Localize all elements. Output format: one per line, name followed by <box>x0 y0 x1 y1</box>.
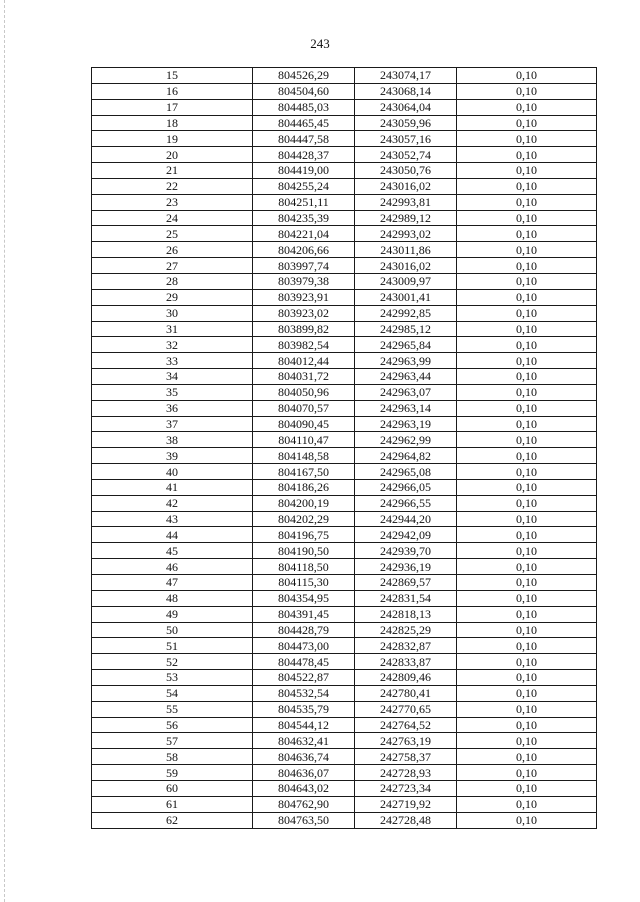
accuracy-cell: 0,10 <box>457 258 597 274</box>
table-row <box>92 654 597 670</box>
y-coordinate-cell: 242809,46 <box>355 670 457 686</box>
accuracy-cell: 0,10 <box>457 305 597 321</box>
point-number-cell: 42 <box>92 495 253 511</box>
y-coordinate-cell: 243068,14 <box>355 83 457 99</box>
point-number-cell: 58 <box>92 749 253 765</box>
table-row <box>92 701 597 717</box>
y-coordinate-cell: 242728,48 <box>355 812 457 828</box>
table-row <box>92 448 597 464</box>
point-number-cell: 40 <box>92 464 253 480</box>
x-coordinate-cell: 804070,57 <box>253 400 355 416</box>
x-coordinate-cell: 804255,24 <box>253 178 355 194</box>
accuracy-cell: 0,10 <box>457 369 597 385</box>
point-number-cell: 49 <box>92 606 253 622</box>
table-row <box>92 812 597 828</box>
point-number-cell: 17 <box>92 99 253 115</box>
page-number: 243 <box>310 36 330 51</box>
table-row <box>92 495 597 511</box>
point-number-cell: 31 <box>92 321 253 337</box>
accuracy-cell: 0,10 <box>457 606 597 622</box>
y-coordinate-cell: 242992,85 <box>355 305 457 321</box>
x-coordinate-cell: 804050,96 <box>253 384 355 400</box>
table-row <box>92 337 597 353</box>
x-coordinate-cell: 804118,50 <box>253 559 355 575</box>
y-coordinate-cell: 242965,08 <box>355 464 457 480</box>
table-row <box>92 670 597 686</box>
x-coordinate-cell: 804643,02 <box>253 780 355 796</box>
point-number-cell: 51 <box>92 638 253 654</box>
y-coordinate-cell: 242763,19 <box>355 733 457 749</box>
table-row <box>92 163 597 179</box>
point-number-cell: 46 <box>92 559 253 575</box>
point-number-cell: 48 <box>92 590 253 606</box>
y-coordinate-cell: 242939,70 <box>355 543 457 559</box>
x-coordinate-cell: 804465,45 <box>253 115 355 131</box>
table-row <box>92 115 597 131</box>
x-coordinate-cell: 804167,50 <box>253 464 355 480</box>
accuracy-cell: 0,10 <box>457 812 597 828</box>
point-number-cell: 56 <box>92 717 253 733</box>
point-number-cell: 34 <box>92 369 253 385</box>
accuracy-cell: 0,10 <box>457 543 597 559</box>
x-coordinate-cell: 804478,45 <box>253 654 355 670</box>
point-number-cell: 24 <box>92 210 253 226</box>
table-row <box>92 321 597 337</box>
table-row <box>92 273 597 289</box>
x-coordinate-cell: 804763,50 <box>253 812 355 828</box>
point-number-cell: 20 <box>92 147 253 163</box>
accuracy-cell: 0,10 <box>457 194 597 210</box>
accuracy-cell: 0,10 <box>457 511 597 527</box>
x-coordinate-cell: 804206,66 <box>253 242 355 258</box>
point-number-cell: 35 <box>92 384 253 400</box>
y-coordinate-cell: 242832,87 <box>355 638 457 654</box>
accuracy-cell: 0,10 <box>457 289 597 305</box>
x-coordinate-cell: 804762,90 <box>253 796 355 812</box>
accuracy-cell: 0,10 <box>457 432 597 448</box>
accuracy-cell: 0,10 <box>457 163 597 179</box>
table-row <box>92 432 597 448</box>
y-coordinate-cell: 243016,02 <box>355 178 457 194</box>
point-number-cell: 23 <box>92 194 253 210</box>
y-coordinate-cell: 242964,82 <box>355 448 457 464</box>
point-number-cell: 28 <box>92 273 253 289</box>
y-coordinate-cell: 242963,99 <box>355 353 457 369</box>
y-coordinate-cell: 242825,29 <box>355 622 457 638</box>
accuracy-cell: 0,10 <box>457 622 597 638</box>
y-coordinate-cell: 242962,99 <box>355 432 457 448</box>
x-coordinate-cell: 804202,29 <box>253 511 355 527</box>
table-row <box>92 258 597 274</box>
table-row <box>92 147 597 163</box>
y-coordinate-cell: 242989,12 <box>355 210 457 226</box>
table-row <box>92 765 597 781</box>
y-coordinate-cell: 243064,04 <box>355 99 457 115</box>
table-row <box>92 305 597 321</box>
accuracy-cell: 0,10 <box>457 638 597 654</box>
accuracy-cell: 0,10 <box>457 384 597 400</box>
accuracy-cell: 0,10 <box>457 448 597 464</box>
point-number-cell: 62 <box>92 812 253 828</box>
x-coordinate-cell: 804428,37 <box>253 147 355 163</box>
table-row <box>92 717 597 733</box>
table-row <box>92 131 597 147</box>
table-row <box>92 226 597 242</box>
table-row <box>92 685 597 701</box>
x-coordinate-cell: 803923,02 <box>253 305 355 321</box>
table-row <box>92 559 597 575</box>
accuracy-cell: 0,10 <box>457 400 597 416</box>
y-coordinate-cell: 242936,19 <box>355 559 457 575</box>
accuracy-cell: 0,10 <box>457 464 597 480</box>
point-number-cell: 39 <box>92 448 253 464</box>
point-number-cell: 19 <box>92 131 253 147</box>
table-row <box>92 464 597 480</box>
x-coordinate-cell: 804428,79 <box>253 622 355 638</box>
point-number-cell: 29 <box>92 289 253 305</box>
x-coordinate-cell: 804485,03 <box>253 99 355 115</box>
accuracy-cell: 0,10 <box>457 717 597 733</box>
point-number-cell: 25 <box>92 226 253 242</box>
accuracy-cell: 0,10 <box>457 68 597 84</box>
table-row <box>92 638 597 654</box>
y-coordinate-cell: 243059,96 <box>355 115 457 131</box>
x-coordinate-cell: 804190,50 <box>253 543 355 559</box>
x-coordinate-cell: 804148,58 <box>253 448 355 464</box>
y-coordinate-cell: 242764,52 <box>355 717 457 733</box>
y-coordinate-cell: 243011,86 <box>355 242 457 258</box>
x-coordinate-cell: 803979,38 <box>253 273 355 289</box>
accuracy-cell: 0,10 <box>457 749 597 765</box>
point-number-cell: 45 <box>92 543 253 559</box>
accuracy-cell: 0,10 <box>457 559 597 575</box>
accuracy-cell: 0,10 <box>457 416 597 432</box>
y-coordinate-cell: 243050,76 <box>355 163 457 179</box>
x-coordinate-cell: 804200,19 <box>253 495 355 511</box>
y-coordinate-cell: 242723,34 <box>355 780 457 796</box>
y-coordinate-cell: 242758,37 <box>355 749 457 765</box>
y-coordinate-cell: 243009,97 <box>355 273 457 289</box>
x-coordinate-cell: 804473,00 <box>253 638 355 654</box>
table-row <box>92 733 597 749</box>
accuracy-cell: 0,10 <box>457 765 597 781</box>
accuracy-cell: 0,10 <box>457 321 597 337</box>
table-row <box>92 369 597 385</box>
x-coordinate-cell: 804186,26 <box>253 479 355 495</box>
y-coordinate-cell: 242818,13 <box>355 606 457 622</box>
accuracy-cell: 0,10 <box>457 527 597 543</box>
point-number-cell: 57 <box>92 733 253 749</box>
x-coordinate-cell: 804535,79 <box>253 701 355 717</box>
x-coordinate-cell: 804235,39 <box>253 210 355 226</box>
point-number-cell: 18 <box>92 115 253 131</box>
accuracy-cell: 0,10 <box>457 353 597 369</box>
point-number-cell: 59 <box>92 765 253 781</box>
table-row <box>92 416 597 432</box>
x-coordinate-cell: 804532,54 <box>253 685 355 701</box>
accuracy-cell: 0,10 <box>457 575 597 591</box>
x-coordinate-cell: 804544,12 <box>253 717 355 733</box>
x-coordinate-cell: 804522,87 <box>253 670 355 686</box>
accuracy-cell: 0,10 <box>457 495 597 511</box>
point-number-cell: 47 <box>92 575 253 591</box>
y-coordinate-cell: 242963,07 <box>355 384 457 400</box>
y-coordinate-cell: 242719,92 <box>355 796 457 812</box>
point-number-cell: 61 <box>92 796 253 812</box>
table-row <box>92 384 597 400</box>
table-row <box>92 178 597 194</box>
point-number-cell: 53 <box>92 670 253 686</box>
y-coordinate-cell: 242728,93 <box>355 765 457 781</box>
point-number-cell: 50 <box>92 622 253 638</box>
accuracy-cell: 0,10 <box>457 226 597 242</box>
x-coordinate-cell: 804221,04 <box>253 226 355 242</box>
table-row <box>92 527 597 543</box>
x-coordinate-cell: 803899,82 <box>253 321 355 337</box>
x-coordinate-cell: 804115,30 <box>253 575 355 591</box>
accuracy-cell: 0,10 <box>457 590 597 606</box>
y-coordinate-cell: 243074,17 <box>355 68 457 84</box>
accuracy-cell: 0,10 <box>457 670 597 686</box>
accuracy-cell: 0,10 <box>457 796 597 812</box>
y-coordinate-cell: 242944,20 <box>355 511 457 527</box>
point-number-cell: 27 <box>92 258 253 274</box>
accuracy-cell: 0,10 <box>457 83 597 99</box>
x-coordinate-cell: 804012,44 <box>253 353 355 369</box>
point-number-cell: 54 <box>92 685 253 701</box>
x-coordinate-cell: 804031,72 <box>253 369 355 385</box>
table-row <box>92 479 597 495</box>
accuracy-cell: 0,10 <box>457 479 597 495</box>
y-coordinate-cell: 243052,74 <box>355 147 457 163</box>
point-number-cell: 26 <box>92 242 253 258</box>
y-coordinate-cell: 242985,12 <box>355 321 457 337</box>
x-coordinate-cell: 804110,47 <box>253 432 355 448</box>
y-coordinate-cell: 243016,02 <box>355 258 457 274</box>
table-row <box>92 780 597 796</box>
x-coordinate-cell: 804251,11 <box>253 194 355 210</box>
table-row <box>92 543 597 559</box>
accuracy-cell: 0,10 <box>457 654 597 670</box>
y-coordinate-cell: 242993,81 <box>355 194 457 210</box>
table-row <box>92 289 597 305</box>
y-coordinate-cell: 242942,09 <box>355 527 457 543</box>
point-number-cell: 41 <box>92 479 253 495</box>
table-row <box>92 242 597 258</box>
table-row <box>92 590 597 606</box>
y-coordinate-cell: 242780,41 <box>355 685 457 701</box>
x-coordinate-cell: 803923,91 <box>253 289 355 305</box>
point-number-cell: 43 <box>92 511 253 527</box>
accuracy-cell: 0,10 <box>457 701 597 717</box>
y-coordinate-cell: 242833,87 <box>355 654 457 670</box>
y-coordinate-cell: 242965,84 <box>355 337 457 353</box>
coordinates-table <box>91 67 597 829</box>
y-coordinate-cell: 242963,14 <box>355 400 457 416</box>
accuracy-cell: 0,10 <box>457 99 597 115</box>
x-coordinate-cell: 804636,07 <box>253 765 355 781</box>
table-row <box>92 575 597 591</box>
table-row <box>92 511 597 527</box>
point-number-cell: 21 <box>92 163 253 179</box>
table-row <box>92 68 597 84</box>
point-number-cell: 38 <box>92 432 253 448</box>
y-coordinate-cell: 242966,55 <box>355 495 457 511</box>
y-coordinate-cell: 242966,05 <box>355 479 457 495</box>
y-coordinate-cell: 243057,16 <box>355 131 457 147</box>
point-number-cell: 33 <box>92 353 253 369</box>
table-row <box>92 210 597 226</box>
x-coordinate-cell: 804447,58 <box>253 131 355 147</box>
x-coordinate-cell: 804632,41 <box>253 733 355 749</box>
accuracy-cell: 0,10 <box>457 337 597 353</box>
y-coordinate-cell: 242963,44 <box>355 369 457 385</box>
point-number-cell: 32 <box>92 337 253 353</box>
scan-edge-line <box>4 0 5 902</box>
accuracy-cell: 0,10 <box>457 242 597 258</box>
point-number-cell: 60 <box>92 780 253 796</box>
x-coordinate-cell: 804526,29 <box>253 68 355 84</box>
point-number-cell: 30 <box>92 305 253 321</box>
accuracy-cell: 0,10 <box>457 147 597 163</box>
coordinates-table-body <box>92 68 597 829</box>
x-coordinate-cell: 804504,60 <box>253 83 355 99</box>
point-number-cell: 15 <box>92 68 253 84</box>
x-coordinate-cell: 803997,74 <box>253 258 355 274</box>
x-coordinate-cell: 804391,45 <box>253 606 355 622</box>
x-coordinate-cell: 804354,95 <box>253 590 355 606</box>
accuracy-cell: 0,10 <box>457 210 597 226</box>
y-coordinate-cell: 242770,65 <box>355 701 457 717</box>
table-row <box>92 194 597 210</box>
table-row <box>92 99 597 115</box>
table-row <box>92 606 597 622</box>
point-number-cell: 37 <box>92 416 253 432</box>
point-number-cell: 22 <box>92 178 253 194</box>
x-coordinate-cell: 804636,74 <box>253 749 355 765</box>
accuracy-cell: 0,10 <box>457 780 597 796</box>
x-coordinate-cell: 804196,75 <box>253 527 355 543</box>
table-row <box>92 353 597 369</box>
point-number-cell: 36 <box>92 400 253 416</box>
point-number-cell: 52 <box>92 654 253 670</box>
x-coordinate-cell: 804090,45 <box>253 416 355 432</box>
y-coordinate-cell: 242963,19 <box>355 416 457 432</box>
x-coordinate-cell: 804419,00 <box>253 163 355 179</box>
accuracy-cell: 0,10 <box>457 178 597 194</box>
y-coordinate-cell: 242869,57 <box>355 575 457 591</box>
accuracy-cell: 0,10 <box>457 733 597 749</box>
accuracy-cell: 0,10 <box>457 273 597 289</box>
x-coordinate-cell: 803982,54 <box>253 337 355 353</box>
accuracy-cell: 0,10 <box>457 685 597 701</box>
table-row <box>92 796 597 812</box>
point-number-cell: 55 <box>92 701 253 717</box>
accuracy-cell: 0,10 <box>457 131 597 147</box>
table-row <box>92 622 597 638</box>
point-number-cell: 16 <box>92 83 253 99</box>
table-row <box>92 83 597 99</box>
y-coordinate-cell: 242993,02 <box>355 226 457 242</box>
table-row <box>92 400 597 416</box>
y-coordinate-cell: 243001,41 <box>355 289 457 305</box>
point-number-cell: 44 <box>92 527 253 543</box>
y-coordinate-cell: 242831,54 <box>355 590 457 606</box>
table-row <box>92 749 597 765</box>
accuracy-cell: 0,10 <box>457 115 597 131</box>
